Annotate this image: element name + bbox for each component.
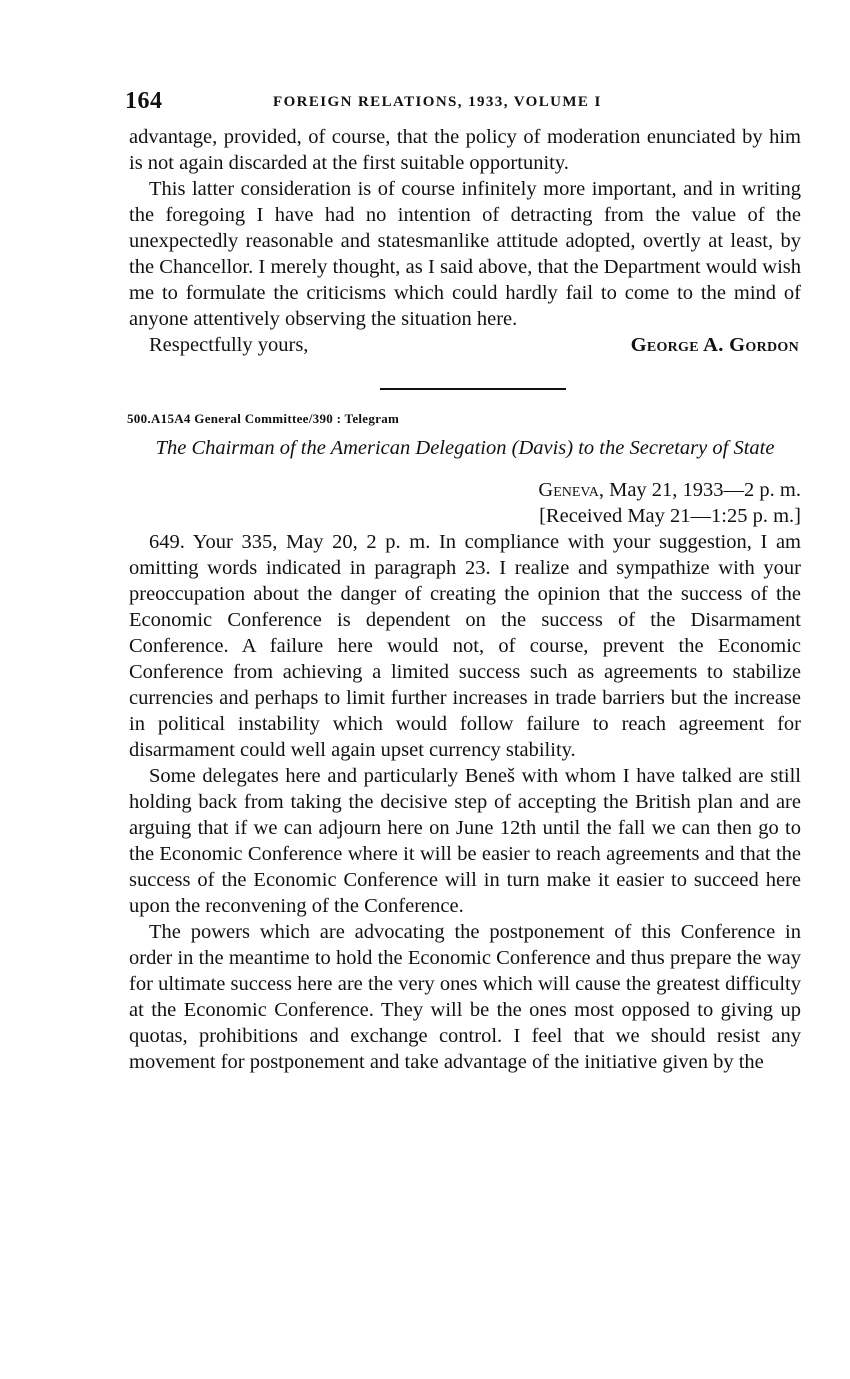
received-note: [Received May 21—1:25 p. m.]: [539, 505, 801, 527]
running-header: [125, 88, 801, 120]
document-page: [125, 88, 801, 1075]
running-header-title: FOREIGN RELATIONS, 1933, VOLUME I: [273, 94, 602, 110]
complimentary-close: Respectfully yours,: [149, 334, 309, 356]
telegram-paragraph: 649. Your 335, May 20, 2 p. m. In compliance with your suggestion, I am omitting words indicated in paragraph 23. I realize and sympathize with your preoccupation about the danger of creating the opinion that the success of the Economic Conference is dependent on the success of the Disarmament Conference. A failure here would not, of course, prevent the Economic Conference from achieving a limited success such as agreements to stabilize currencies and perhaps to limit further increases in trade barriers but the increase in political instability which would follow failure to reach agreement for disarmament could well again upset currency stability.: [129, 531, 801, 761]
section-divider: [380, 388, 566, 390]
dateline-date: , May 21, 1933—2 p. m.: [598, 479, 801, 501]
letter-closing: [129, 332, 801, 358]
continuation-paragraph: advantage, provided, of course, that the policy of moderation enunciated by him is not again discarded at the first suitable opportunity.: [129, 126, 801, 174]
page-number: 164: [125, 88, 163, 114]
dateline-place: Geneva: [538, 479, 599, 501]
telegram-paragraph: Some delegates here and particularly Beneš with whom I have talked are still holding back from taking the decisive step of accepting the British plan and are arguing that if we can adjourn here on June 12th until the fall we can then go to the Economic Conference where it will be easier to reach agreements and that the success of the Economic Conference will in turn make it easier to succeed here upon the reconvening of the Conference.: [129, 765, 801, 917]
file-reference: 500.A15A4 General Committee/390 : Telegram: [127, 411, 400, 426]
dateline: [129, 477, 801, 503]
telegram-paragraph: The powers which are advocating the postponement of this Conference in order in the meantime to hold the Economic Conference and thus prepare the way for ultimate success here are the very ones which will cause the greatest difficulty at the Economic Conference. They will be the ones most opposed to giving up quotas, prohibitions and exchange control. I feel that we should resist any movement for postponement and take advantage of the initiative given by the: [129, 921, 801, 1073]
signature: George A. Gordon: [630, 334, 799, 356]
continuation-paragraph: This latter consideration is of course infinitely more important, and in writing the foregoing I have had no intention of detracting from the value of the unexpectedly reasonable and statesmanlike attitude adopted, overtly at least, by the Chancellor. I merely thought, as I said above, that the Department would wish me to formulate the criticisms which could hardly fail to come to the mind of anyone attentively observing the situation here.: [129, 178, 801, 330]
document-title: The Chairman of the American Delegation (Davis) to the Secretary of State: [155, 437, 775, 459]
